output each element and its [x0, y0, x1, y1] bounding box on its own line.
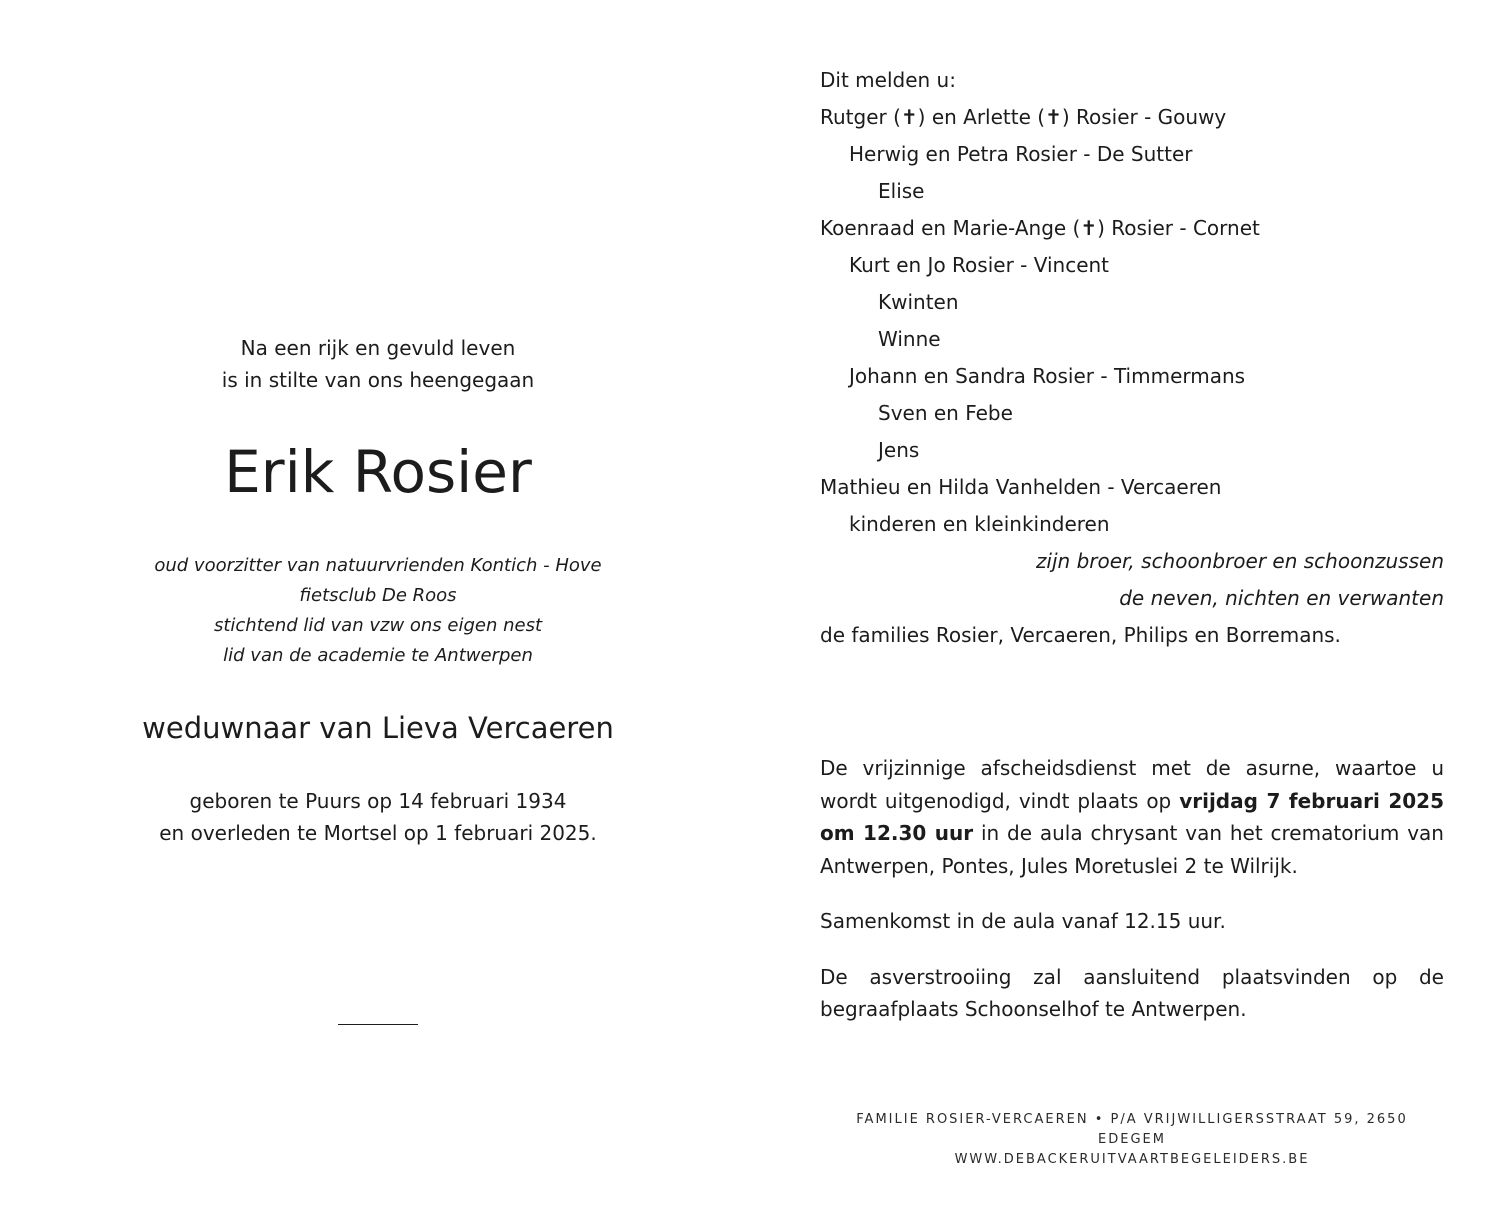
intro-line: Na een rijk en gevuld leven — [240, 336, 516, 360]
family-line: de neven, nichten en verwanten — [1119, 586, 1444, 610]
intro-line: is in stilte van ons heengegaan — [221, 368, 535, 392]
family-line: de families Rosier, Vercaeren, Philips en Borremans. — [820, 623, 1341, 647]
gathering-paragraph: Samenkomst in de aula vanaf 12.15 uur. — [820, 909, 1226, 933]
service-date-time: vrijdag 7 februari 2025 om 12.30 uur — [820, 788, 1444, 845]
family-list — [820, 62, 1444, 654]
family-line: Sven en Febe — [878, 401, 1013, 425]
family-line: Herwig en Petra Rosier - De Sutter — [849, 142, 1193, 166]
intro-text — [60, 332, 696, 396]
widower-line: weduwnaar van Lieva Vercaeren — [142, 711, 614, 745]
deceased-name: Erik Rosier — [224, 438, 532, 506]
family-line: zijn broer, schoonbroer en schoonzussen — [1035, 549, 1444, 573]
right-page — [820, 0, 1444, 1214]
role-line: lid van de academie te Antwerpen — [223, 645, 533, 666]
family-intro: Dit melden u: — [820, 68, 956, 92]
family-line: Kurt en Jo Rosier - Vincent — [849, 253, 1110, 277]
footer-website: WWW.DEBACKERUITVAARTBEGELEIDERS.BE — [954, 1152, 1310, 1167]
divider-line — [338, 1024, 418, 1025]
service-text: De vrijzinnige afscheidsdienst met de asurne, waartoe u wordt uitgenodigd, vindt plaats op — [820, 756, 1444, 813]
family-line: Koenraad en Marie-Ange (✝) Rosier - Cornet — [820, 216, 1260, 240]
life-dates — [60, 785, 696, 849]
footer-address: FAMILIE ROSIER-VERCAEREN • P/A VRIJWILLIGERSSTRAAT 59, 2650 EDEGEM — [856, 1112, 1408, 1147]
family-line: Kwinten — [878, 290, 959, 314]
family-line: Johann en Sandra Rosier - Timmermans — [849, 364, 1246, 388]
death-line: en overleden te Mortsel op 1 februari 2025. — [159, 821, 597, 845]
family-line: kinderen en kleinkinderen — [849, 512, 1110, 536]
service-paragraph — [820, 752, 1444, 882]
role-line: oud voorzitter van natuurvrienden Kontich - Hove — [154, 555, 602, 576]
birth-line: geboren te Puurs op 14 februari 1934 — [189, 789, 567, 813]
scattering-paragraph: De asverstrooiing zal aansluitend plaatsvinden op de begraafplaats Schoonselhof te Antwerpen. — [820, 964, 1444, 1021]
family-line: Mathieu en Hilda Vanhelden - Vercaeren — [820, 475, 1222, 499]
role-line: stichtend lid van vzw ons eigen nest — [213, 615, 543, 636]
family-line: Jens — [878, 438, 920, 462]
family-line: Elise — [878, 179, 925, 203]
left-page — [60, 0, 696, 1214]
role-line: fietsclub De Roos — [299, 585, 457, 606]
roles-list — [60, 551, 696, 671]
footer — [820, 1110, 1444, 1170]
service-text: in de aula chrysant van het crematorium van Antwerpen, Pontes, Jules Moretuslei 2 te Wilrijk. — [820, 821, 1444, 878]
family-line: Rutger (✝) en Arlette (✝) Rosier - Gouwy — [820, 105, 1227, 129]
family-line: Winne — [878, 327, 941, 351]
service-details — [820, 752, 1444, 1049]
